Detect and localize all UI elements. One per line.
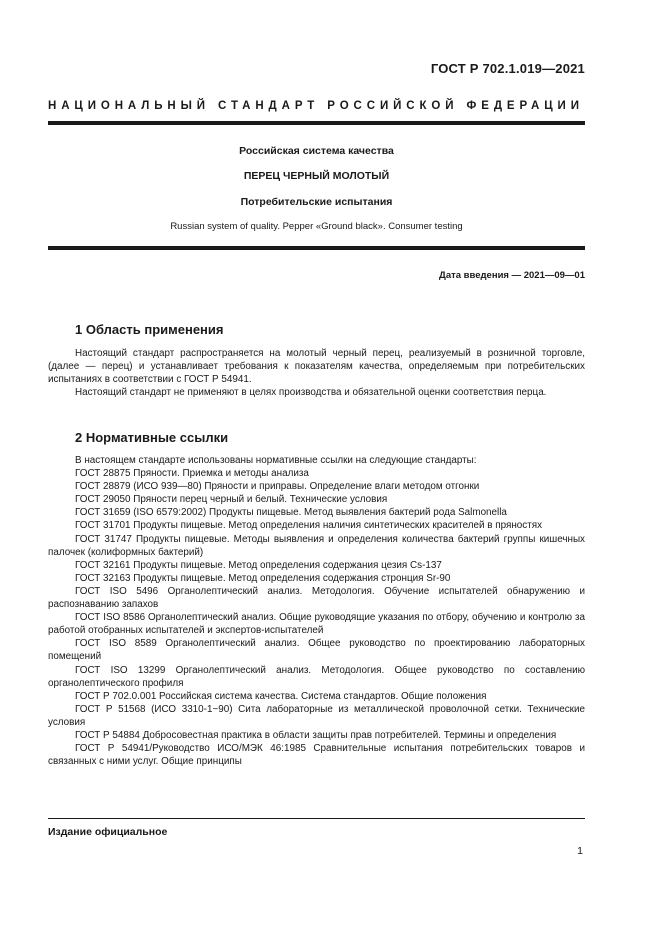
- reference-item: ГОСТ ISO 8586 Органолептический анализ. Общие руководящие указания по отбору, обучению и контролю за работой отобранных испытателей и экспертов-испытателей: [48, 612, 585, 637]
- reference-item: ГОСТ Р 51568 (ИСО 3310-1−90) Сита лабораторные из металлической проволочной сетки. Технические условия: [48, 703, 585, 728]
- page-number: 1: [577, 845, 583, 857]
- reference-item: ГОСТ ISO 13299 Органолептический анализ. Методология. Общее руководство по составлению органолептического профиля: [48, 664, 585, 689]
- section-1-paragraph: Настоящий стандарт не применяют в целях производства и обязательной оценки соответствия перца.: [75, 387, 547, 398]
- reference-item: ГОСТ 29050 Пряности перец черный и белый. Технические условия: [75, 494, 388, 506]
- reference-item: ГОСТ ISO 5496 Органолептический анализ. Методология. Обучение испытателей обнаружению и распознаванию запахов: [48, 585, 585, 611]
- top-divider: [48, 121, 585, 125]
- system-title: Российская система качества: [239, 145, 394, 157]
- introduction-date: Дата введения — 2021—09—01: [439, 270, 585, 281]
- reference-item: ГОСТ 31747 Продукты пищевые. Методы выявления и определения количества бактерий группы кишечных палочек (колиформных бактерий): [48, 533, 585, 558]
- document-subtitle: Потребительские испытания: [240, 196, 393, 208]
- document-title: ПЕРЕЦ ЧЕРНЫЙ МОЛОТЫЙ: [243, 170, 390, 182]
- reference-item: ГОСТ 31659 (ISO 6579:2002) Продукты пищевые. Метод выявления бактерий рода Salmonella: [75, 507, 507, 519]
- english-title: Russian system of quality. Pepper «Ground black». Consumer testing: [170, 221, 463, 232]
- references-list: [48, 454, 585, 768]
- reference-item: ГОСТ 28879 (ИСО 939—80) Пряности и приправы. Определение влаги методом отгонки: [75, 481, 480, 493]
- reference-item: ГОСТ Р 54941/Руководство ИСО/МЭК 46:1985 Сравнительные испытания потребительских товаров и связанных с ними услуг. Общие принципы: [48, 743, 585, 768]
- reference-item: ГОСТ 32163 Продукты пищевые. Метод определения содержания стронция Sr-90: [75, 572, 451, 584]
- official-edition-label: Издание официальное: [48, 826, 168, 838]
- reference-item: ГОСТ 28875 Пряности. Приемка и методы анализа: [75, 468, 309, 480]
- section-2-heading: 2 Нормативные ссылки: [75, 430, 229, 445]
- section-1-heading: 1 Область применения: [75, 322, 224, 337]
- document-number: ГОСТ Р 702.1.019—2021: [430, 61, 585, 76]
- national-standard-heading: НАЦИОНАЛЬНЫЙ СТАНДАРТ РОССИЙСКОЙ ФЕДЕРАЦИИ: [48, 100, 584, 112]
- references-intro: В настоящем стандарте использованы нормативные ссылки на следующие стандарты:: [75, 455, 477, 466]
- reference-item: ГОСТ Р 702.0.001 Российская система качества. Система стандартов. Общие положения: [75, 690, 487, 702]
- footer-divider: [48, 818, 585, 819]
- reference-item: ГОСТ 32161 Продукты пищевые. Метод определения содержания цезия Cs-137: [75, 559, 442, 571]
- reference-item: ГОСТ Р 54884 Добросовестная практика в области защиты прав потребителей. Термины и определения: [75, 729, 557, 741]
- reference-item: ГОСТ 31701 Продукты пищевые. Метод определения наличия синтетических красителей в пряностях: [75, 520, 543, 532]
- section-1-paragraph: Настоящий стандарт распространяется на молотый черный перец, реализуемый в розничной торговле, (далее — перец) и устанавливает требования к показателям качества, определяемым при потребительских испытаниях в соответствии с ГОСТ Р 54941.: [48, 348, 585, 385]
- bottom-divider: [48, 246, 585, 250]
- reference-item: ГОСТ ISO 8589 Органолептический анализ. Общее руководство по проектированию лабораторных помещений: [48, 638, 585, 663]
